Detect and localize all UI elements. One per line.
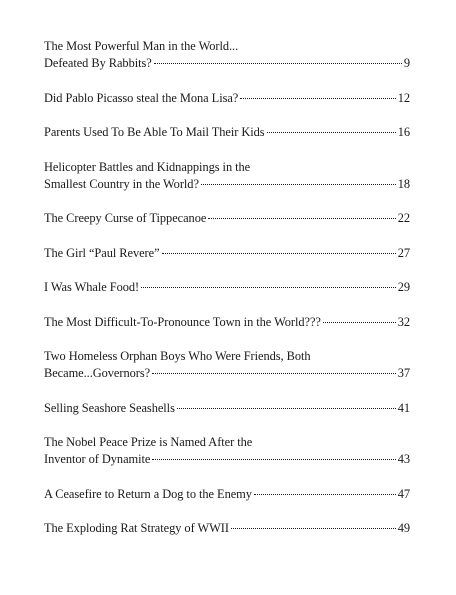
toc-entry-row: [44, 314, 410, 331]
toc-entry: [44, 245, 410, 262]
dot-leader: [152, 459, 395, 460]
toc-entry-row: [44, 245, 410, 262]
toc-entry-title-line: The Girl “Paul Revere”: [44, 245, 160, 260]
toc-entry-title-line: Defeated By Rabbits?: [44, 56, 152, 70]
page-number: 22: [397, 211, 410, 225]
toc-entry-row: [44, 486, 410, 503]
table-of-contents: [44, 38, 410, 537]
toc-entry-title-line: The Most Powerful Man in the World...: [44, 39, 239, 53]
page-number: 29: [397, 280, 410, 294]
dot-leader: [240, 98, 395, 99]
toc-entry-title-line: Did Pablo Picasso steal the Mona Lisa?: [44, 90, 239, 105]
toc-entry-title-line: The Exploding Rat Strategy of WWII: [44, 521, 229, 535]
page-number: 49: [397, 521, 410, 535]
page-number: 12: [397, 90, 410, 105]
toc-entry: [44, 520, 410, 537]
page-number: 32: [397, 314, 410, 329]
toc-entry-title-line: The Most Difficult-To-Pronounce Town in the World???: [44, 314, 321, 329]
page-number: 41: [397, 400, 410, 415]
page-number: 47: [397, 486, 410, 501]
toc-entry-row: [44, 520, 410, 537]
page-number: 9: [403, 56, 410, 70]
page-number: 18: [397, 176, 410, 191]
toc-entry-row: [44, 451, 410, 468]
page-number: 43: [397, 452, 410, 466]
dot-leader: [162, 253, 396, 254]
toc-entry: [44, 124, 410, 141]
page-number: 37: [397, 366, 410, 380]
toc-entry: [44, 348, 410, 382]
toc-entry-title-line: Parents Used To Be Able To Mail Their Kids: [44, 125, 265, 139]
toc-entry-title-line: A Ceasefire to Return a Dog to the Enemy: [44, 486, 252, 501]
dot-leader: [177, 408, 396, 409]
dot-leader: [267, 132, 396, 133]
toc-entry: [44, 279, 410, 296]
toc-entry: [44, 159, 410, 193]
toc-entry-title-line: Smallest Country in the World?: [44, 176, 199, 191]
dot-leader: [154, 63, 402, 64]
toc-entry: [44, 314, 410, 331]
toc-entry-title-line: I Was Whale Food!: [44, 280, 140, 294]
dot-leader: [141, 287, 396, 288]
toc-entry-row: [44, 90, 410, 107]
dot-leader: [254, 494, 396, 495]
toc-entry-row: [44, 210, 410, 227]
toc-entry-title-line: The Creepy Curse of Tippecanoe: [44, 211, 207, 225]
page-number: 16: [397, 125, 410, 139]
toc-entry-row: [44, 124, 410, 141]
toc-entry-row: [44, 55, 410, 72]
toc-entry-title-line: Became...Governors?: [44, 366, 151, 380]
toc-entry-title-line: Inventor of Dynamite: [44, 452, 151, 466]
toc-entry-row: [44, 365, 410, 382]
toc-entry: [44, 210, 410, 227]
toc-entry-title-line: The Nobel Peace Prize is Named After the: [44, 435, 253, 449]
dot-leader: [201, 184, 396, 185]
toc-entry: [44, 400, 410, 417]
dot-leader: [323, 322, 396, 323]
toc-entry: [44, 434, 410, 468]
dot-leader: [208, 218, 395, 219]
page-number: 27: [397, 245, 410, 260]
toc-entry-row: [44, 400, 410, 417]
toc-entry: [44, 90, 410, 107]
toc-entry: [44, 486, 410, 503]
toc-entry-row: [44, 176, 410, 193]
toc-entry-title-line: Helicopter Battles and Kidnappings in the: [44, 159, 251, 174]
toc-entry-title-line: Selling Seashore Seashells: [44, 400, 175, 415]
dot-leader: [152, 373, 396, 374]
toc-entry: [44, 38, 410, 72]
toc-entry-row: [44, 279, 410, 296]
toc-entry-title-line: Two Homeless Orphan Boys Who Were Friends, Both: [44, 349, 311, 363]
dot-leader: [231, 528, 396, 529]
